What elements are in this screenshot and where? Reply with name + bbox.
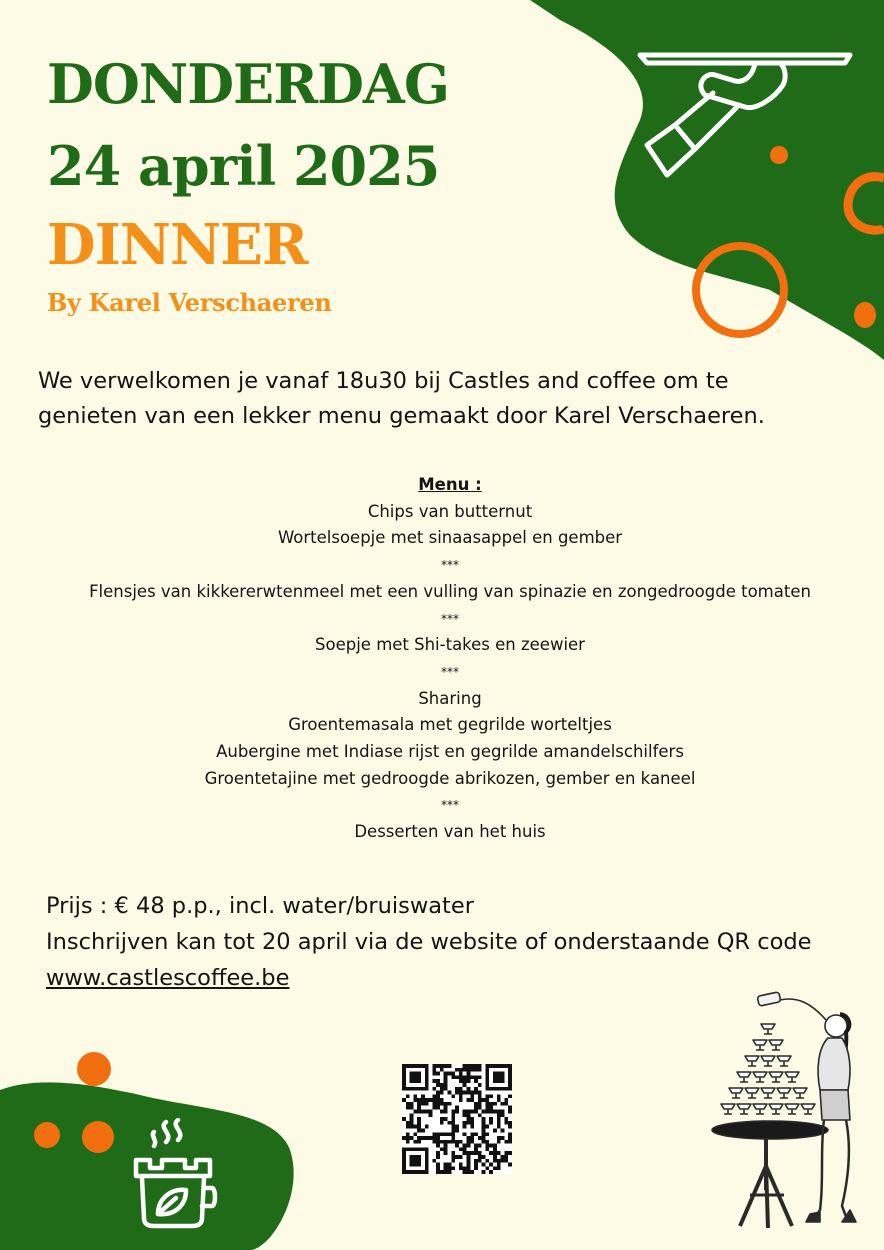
orange-dot-bl-2 — [34, 1122, 60, 1148]
castle-coffee-cup-logo — [128, 1118, 218, 1230]
menu-separator: *** — [441, 558, 459, 573]
qr-code[interactable] — [402, 1064, 512, 1174]
menu-item: Groentetajine met gedroogde abrikozen, gember en kaneel — [204, 768, 696, 788]
price-text: Prijs : € 48 p.p., incl. water/bruiswater — [46, 893, 474, 919]
menu-item: Groentemasala met gegrilde worteltjes — [288, 715, 612, 735]
menu-item: Aubergine met Indiase rijst en gegrilde amandelschilfers — [216, 742, 684, 762]
date-title: 24 april 2025 — [47, 134, 440, 198]
website-link[interactable]: www.castlescoffee.be — [46, 965, 290, 991]
menu-item: Desserten van het huis — [354, 822, 546, 842]
orange-dot-right — [854, 302, 876, 328]
menu-heading: Menu : — [418, 475, 482, 494]
menu-item: Flensjes van kikkererwtenmeel met een vulling van spinazie en zongedroogde tomaten — [89, 581, 811, 601]
serving-tray-hand-icon — [635, 45, 860, 180]
menu-section — [0, 472, 884, 846]
byline: By Karel Verschaeren — [47, 288, 332, 317]
menu-item: Sharing — [418, 688, 482, 708]
menu-item: Soepje met Shi-takes en zeewier — [315, 635, 585, 655]
orange-dot-bl-1 — [77, 1052, 111, 1086]
registration-text: Inschrijven kan tot 20 april via de website of onderstaande QR code — [46, 929, 812, 955]
menu-separator: *** — [441, 798, 459, 813]
intro-text: We verwelkomen je vanaf 18u30 bij Castles and coffee om te genieten van een lekker menu gemaakt door Karel Verschaeren. — [38, 368, 765, 429]
champagne-tower-illustration — [708, 990, 878, 1235]
menu-item: Chips van butternut — [367, 501, 533, 521]
menu-item: Wortelsoepje met sinaasappel en gember — [277, 528, 623, 548]
menu-separator: *** — [441, 611, 459, 626]
orange-dot-bl-3 — [82, 1121, 114, 1153]
menu-separator: *** — [441, 664, 459, 679]
info-section — [46, 888, 846, 996]
event-title: DINNER — [47, 212, 308, 278]
day-title: DONDERDAG — [47, 52, 449, 116]
